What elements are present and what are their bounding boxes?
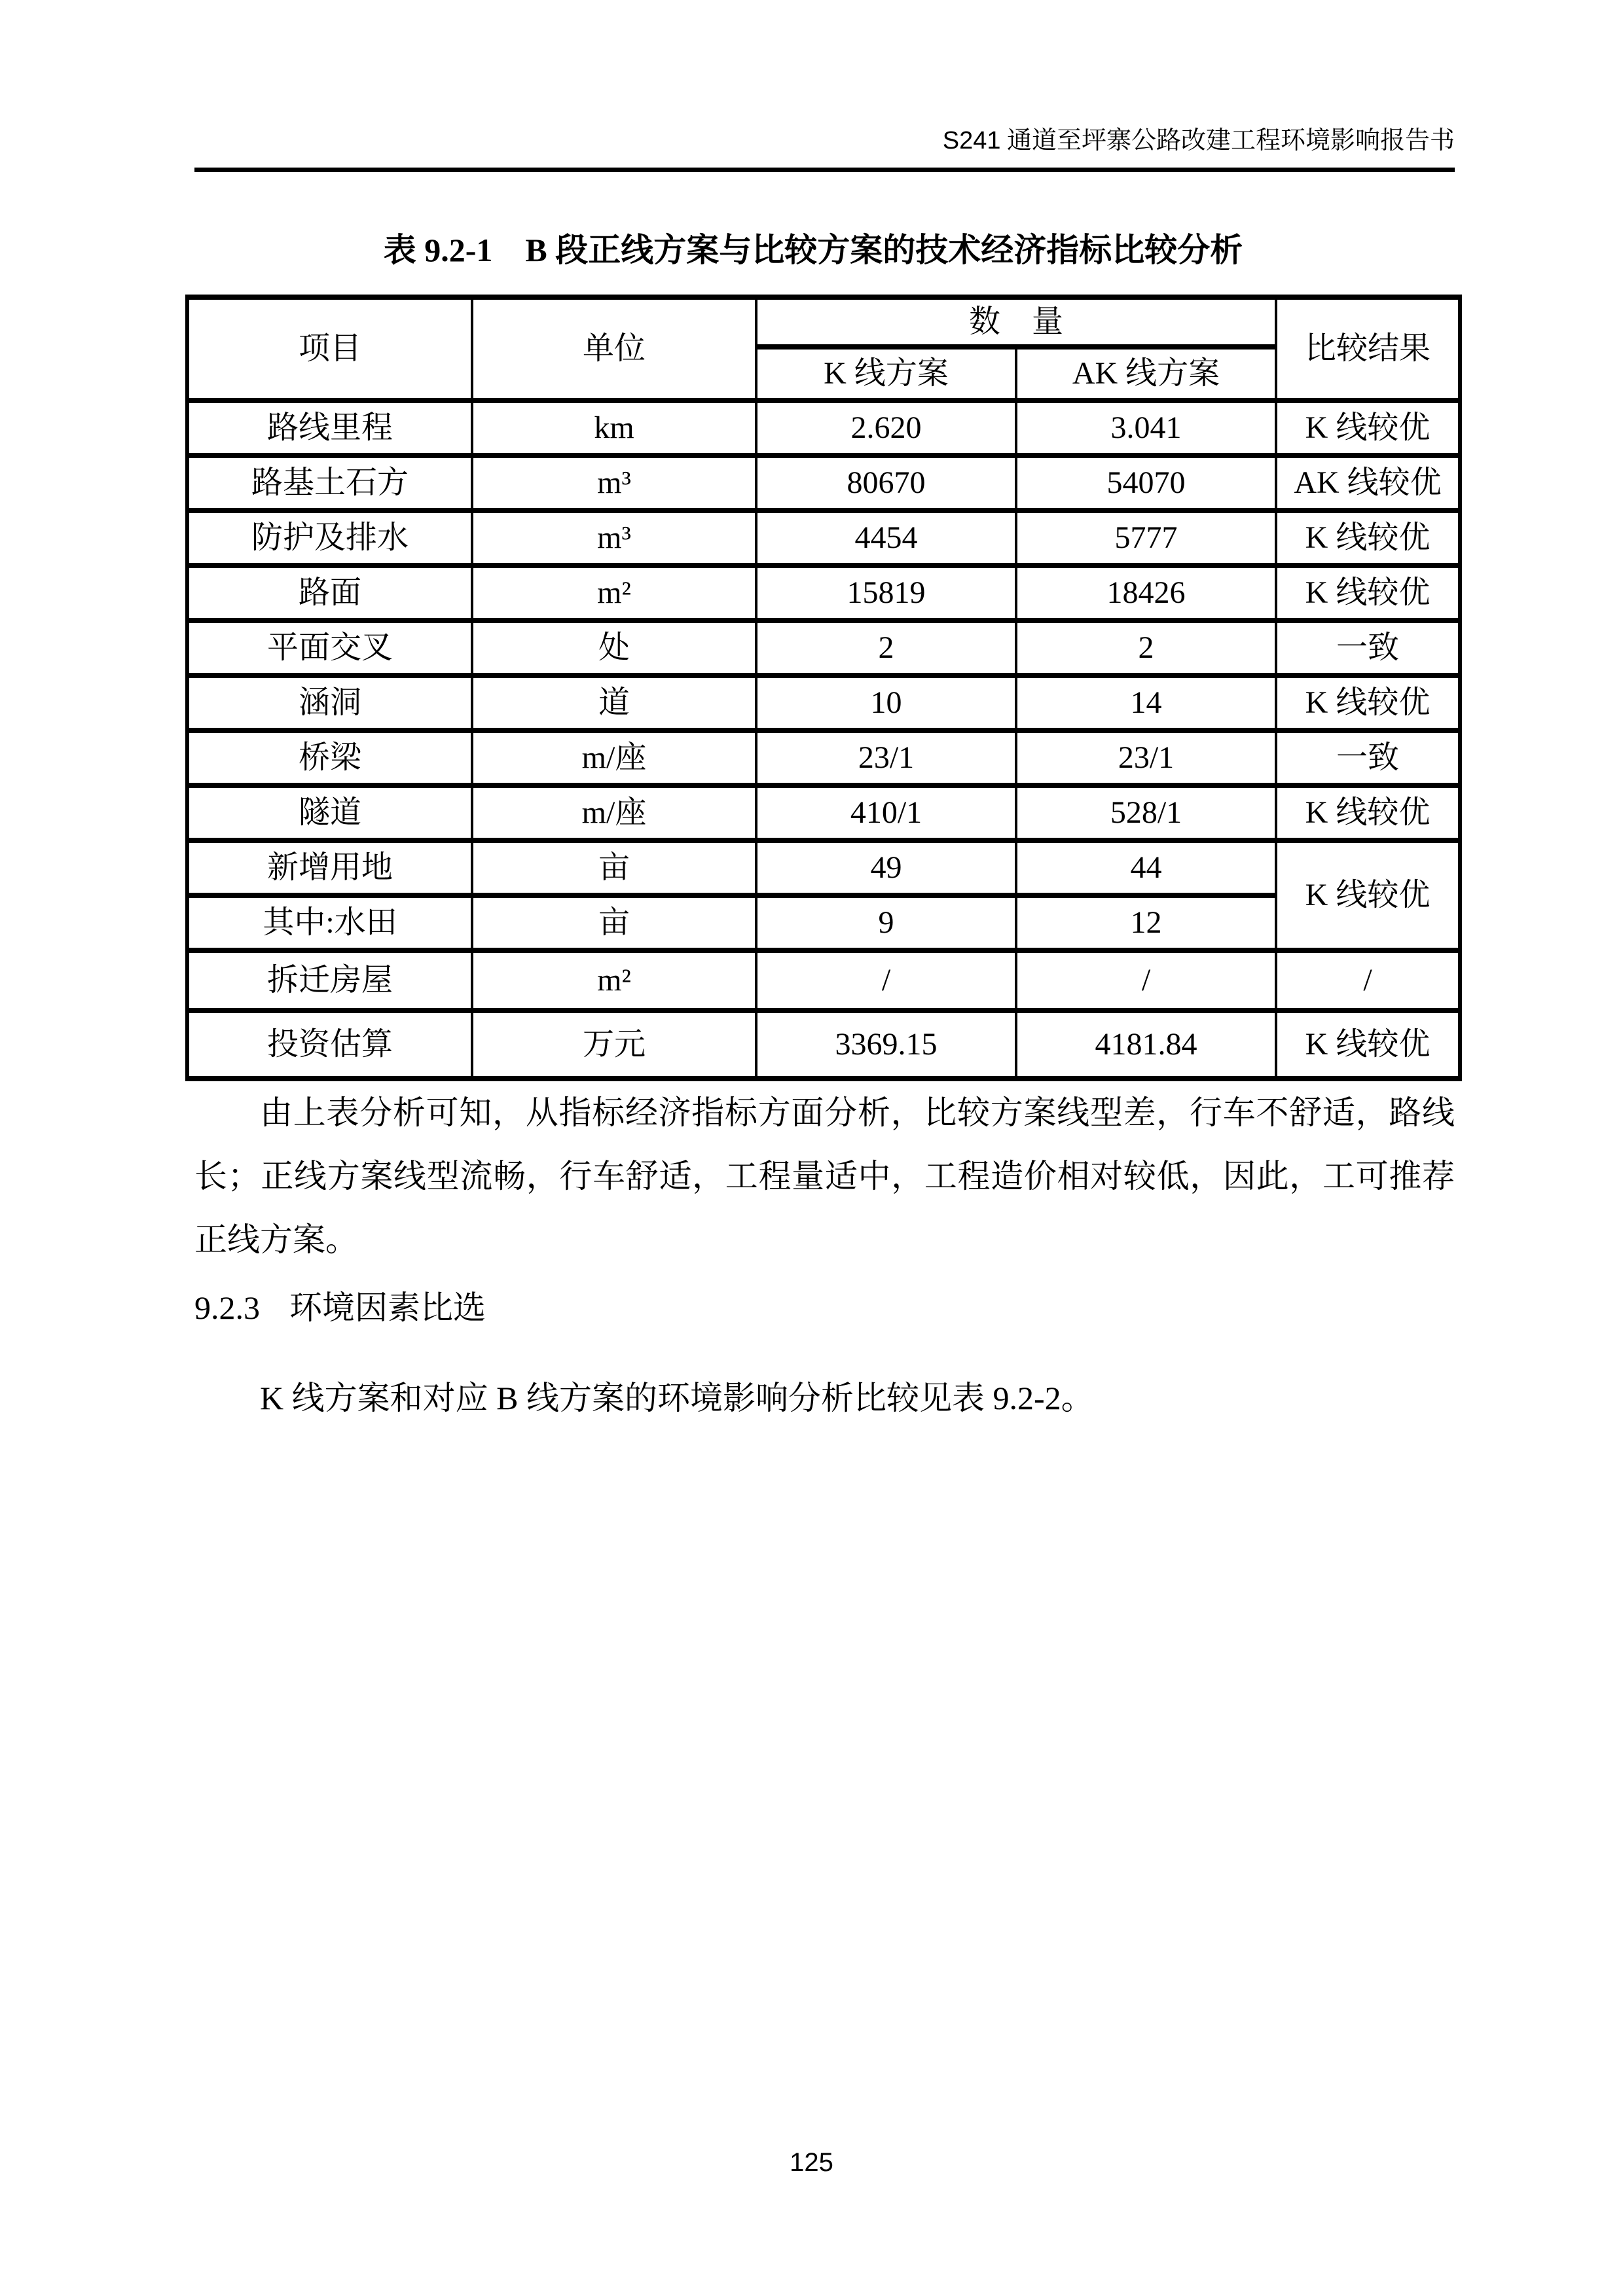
cell-result: K 线较优 (1276, 675, 1460, 730)
table-row (187, 620, 1460, 675)
table-row (187, 401, 1460, 456)
cell-result: 一致 (1276, 620, 1460, 675)
cell-result: K 线较优 (1276, 565, 1460, 620)
table-row (187, 895, 1460, 950)
cell-unit: 万元 (472, 1011, 756, 1079)
cell-result: AK 线较优 (1276, 456, 1460, 511)
cell-k-value: 410/1 (756, 785, 1016, 840)
running-header-title: 通道至坪寨公路改建工程环境影响报告书 (1006, 127, 1455, 154)
cell-ak-value: 2 (1016, 620, 1276, 675)
table-body (187, 401, 1460, 1079)
cell-k-value: 10 (756, 675, 1016, 730)
table-caption: 表 9.2-1 B 段正线方案与比较方案的技术经济指标比较分析 (383, 232, 1243, 268)
cell-result: K 线较优 (1276, 1011, 1460, 1079)
col-header-ak-line: AK 线方案 (1016, 347, 1276, 401)
cell-unit: 道 (472, 675, 756, 730)
cell-ak-value: 44 (1016, 840, 1276, 895)
cell-unit: 处 (472, 620, 756, 675)
table-row (187, 511, 1460, 565)
cell-ak-value: 528/1 (1016, 785, 1276, 840)
col-header-k-line: K 线方案 (756, 347, 1016, 401)
table-row (187, 950, 1460, 1011)
cell-item: 其中:水田 (187, 895, 472, 950)
cell-item: 路基土石方 (187, 456, 472, 511)
cell-result: 一致 (1276, 730, 1460, 785)
table-row (187, 565, 1460, 620)
col-header-quantity: 数 量 (756, 297, 1276, 347)
cell-unit: m³ (472, 456, 756, 511)
cell-ak-value: 4181.84 (1016, 1011, 1276, 1079)
table-header-row-1 (187, 297, 1460, 347)
cell-unit: m/座 (472, 785, 756, 840)
cell-result: K 线较优 (1276, 511, 1460, 565)
cell-ak-value: 18426 (1016, 565, 1276, 620)
cell-k-value: 3369.15 (756, 1011, 1016, 1079)
cell-item: 防护及排水 (187, 511, 472, 565)
reference-paragraph: K 线方案和对应 B 线方案的环境影响分析比较见表 9.2-2。 (260, 1380, 1094, 1416)
cell-item: 路面 (187, 565, 472, 620)
table-header (187, 297, 1460, 401)
cell-item: 桥梁 (187, 730, 472, 785)
cell-ak-value: 12 (1016, 895, 1276, 950)
cell-item: 平面交叉 (187, 620, 472, 675)
cell-unit: m² (472, 565, 756, 620)
section-number: 9.2.3 (194, 1289, 260, 1326)
cell-item: 新增用地 (187, 840, 472, 895)
section-heading-9-2-3 (194, 1276, 1455, 1340)
cell-ak-value: 3.041 (1016, 401, 1276, 456)
cell-ak-value: 23/1 (1016, 730, 1276, 785)
cell-result: K 线较优 (1276, 785, 1460, 840)
comparison-table (185, 295, 1462, 1081)
cell-item: 涵洞 (187, 675, 472, 730)
table-row (187, 675, 1460, 730)
cell-k-value: 49 (756, 840, 1016, 895)
cell-unit: m² (472, 950, 756, 1011)
cell-k-value: 23/1 (756, 730, 1016, 785)
cell-k-value: 2 (756, 620, 1016, 675)
header-rule (194, 168, 1455, 172)
running-header-code: S241 (942, 127, 1001, 154)
cell-result: K 线较优 (1276, 401, 1460, 456)
table-row (187, 730, 1460, 785)
section-title: 环境因素比选 (289, 1289, 486, 1326)
cell-k-value: / (756, 950, 1016, 1011)
cell-k-value: 80670 (756, 456, 1016, 511)
table-row (187, 785, 1460, 840)
cell-ak-value: 54070 (1016, 456, 1276, 511)
cell-item: 投资估算 (187, 1011, 472, 1079)
table-row (187, 456, 1460, 511)
cell-item: 拆迁房屋 (187, 950, 472, 1011)
cell-ak-value: / (1016, 950, 1276, 1011)
cell-result: / (1276, 950, 1460, 1011)
cell-unit: m³ (472, 511, 756, 565)
cell-k-value: 9 (756, 895, 1016, 950)
cell-result-merged: K 线较优 (1276, 840, 1460, 950)
cell-k-value: 4454 (756, 511, 1016, 565)
cell-unit: km (472, 401, 756, 456)
cell-k-value: 2.620 (756, 401, 1016, 456)
cell-unit: m/座 (472, 730, 756, 785)
cell-ak-value: 14 (1016, 675, 1276, 730)
running-header (943, 127, 1455, 156)
cell-item: 隧道 (187, 785, 472, 840)
page-number: 125 (790, 2148, 833, 2177)
analysis-paragraph: 由上表分析可知，从指标经济指标方面分析，比较方案线型差，行车不舒适，路线长；正线方案线型流畅，行车舒适，工程量适中，工程造价相对较低，因此，工可推荐正线方案。 (194, 1094, 1455, 1258)
cell-k-value: 15819 (756, 565, 1016, 620)
col-header-item: 项目 (187, 297, 472, 401)
cell-item: 路线里程 (187, 401, 472, 456)
cell-ak-value: 5777 (1016, 511, 1276, 565)
cell-unit: 亩 (472, 840, 756, 895)
table-row (187, 1011, 1460, 1079)
col-header-unit: 单位 (472, 297, 756, 401)
col-header-result: 比较结果 (1276, 297, 1460, 401)
table-row (187, 840, 1460, 895)
cell-unit: 亩 (472, 895, 756, 950)
